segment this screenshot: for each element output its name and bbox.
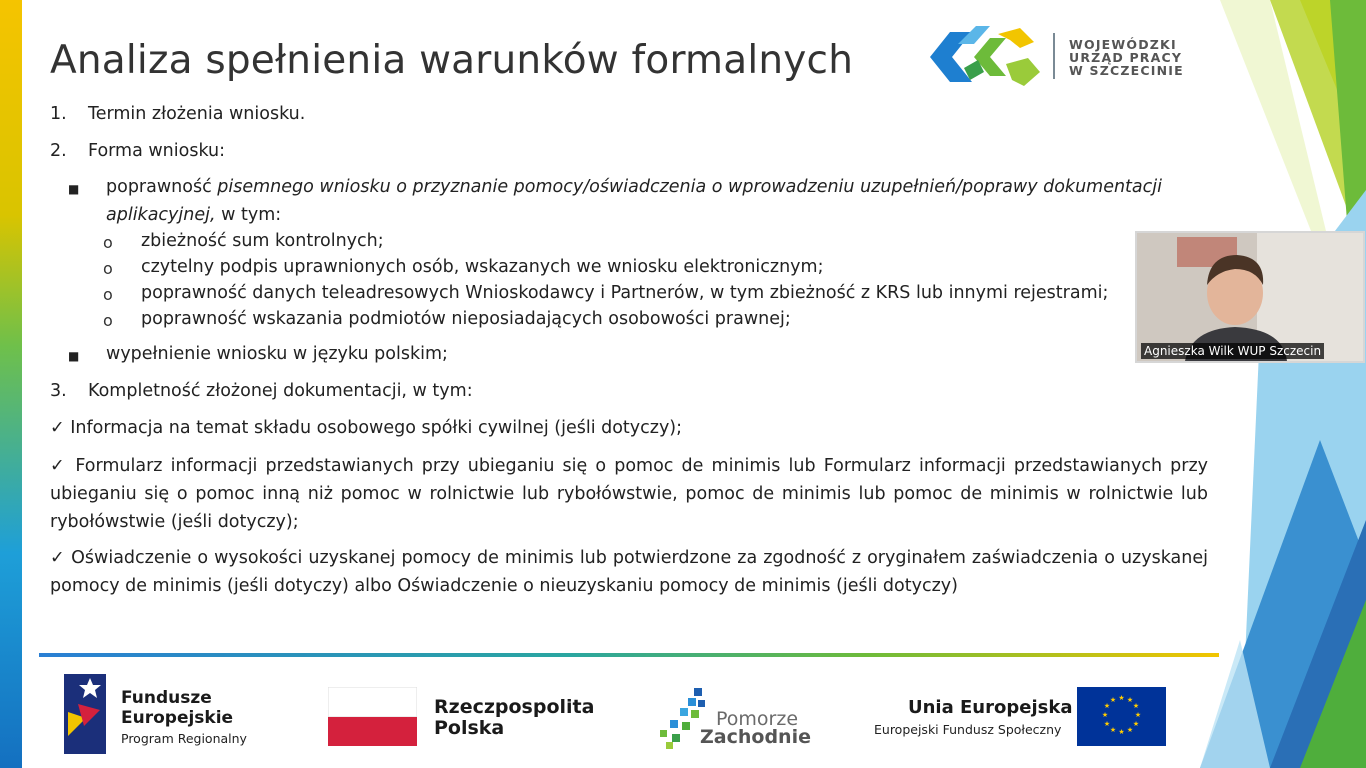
unia-europejska-text: Unia Europejska: [908, 697, 1073, 718]
sub-bullet-2: czytelny podpis uprawnionych osób, wskazanych we wniosku elektronicznym;: [141, 257, 824, 277]
bullet-text-prefix: poprawność: [106, 177, 218, 197]
sub-bullet-4: poprawność wskazania podmiotów nieposiadających osobowości prawnej;: [141, 309, 791, 329]
rzeczpospolita-polska-text: [434, 697, 594, 739]
svg-text:★: ★: [1126, 696, 1134, 704]
rp-line1: Rzeczpospolita: [434, 696, 595, 718]
polish-flag-icon: [328, 687, 417, 746]
svg-text:★: ★: [1132, 702, 1140, 710]
list-item-number: 1.: [50, 104, 67, 124]
circle-bullet-icon: o: [103, 311, 113, 330]
fe-line1: Fundusze: [121, 688, 212, 708]
bullet-text-italic-cont: aplikacyjnej,: [106, 205, 216, 225]
efs-text: Europejski Fundusz Społeczny: [874, 722, 1062, 737]
checklist-item-2: ✓ Formularz informacji przedstawianych przy ubieganiu się o pomoc de minimis lub Formularz informacji przedstawianych przy ubieganiu się o pomoc inną niż pomoc w rolnictwie lub rybołówstwie, pomoc de minimis lub pomoc de minimis w rolnictwie lub rybołówstwie (jeśli dotyczy);: [50, 456, 1208, 532]
list-item-text: Kompletność złożonej dokumentacji, w tym:: [88, 381, 473, 401]
rp-line2: Polska: [434, 717, 505, 739]
wup-logo-line2: URZĄD PRACY: [1069, 50, 1183, 65]
svg-text:★: ★: [1103, 702, 1111, 710]
eu-flag-icon: [1077, 687, 1166, 746]
fundusze-europejskie-logo-icon: [64, 674, 106, 754]
participant-video-feed: [1137, 233, 1363, 361]
svg-text:★: ★: [1126, 726, 1134, 734]
list-item-text: Termin złożenia wniosku.: [88, 104, 306, 124]
left-decorative-strip: [0, 0, 22, 768]
participant-video-tile[interactable]: [1135, 231, 1365, 363]
slide-title: Analiza spełnienia warunków formalnych: [50, 38, 854, 83]
svg-text:★: ★: [1109, 696, 1117, 704]
sub-bullet-1: zbieżność sum kontrolnych;: [141, 231, 384, 251]
svg-text:★: ★: [1134, 711, 1142, 719]
wup-logo-line3: W SZCZECINIE: [1069, 63, 1184, 78]
svg-text:★: ★: [1132, 720, 1140, 728]
pomorze-text: Pomorze: [716, 708, 799, 730]
zachodnie-text: Zachodnie: [700, 726, 811, 748]
svg-text:★: ★: [1118, 728, 1125, 736]
square-bullet-icon: ■: [68, 182, 80, 196]
wup-logo-line1: WOJEWÓDZKI: [1069, 37, 1177, 52]
logo-separator: [1053, 33, 1055, 79]
bullet-form-correctness: [106, 177, 1162, 197]
circle-bullet-icon: o: [103, 259, 113, 278]
bullet-text-suffix: w tym:: [215, 205, 282, 225]
sub-bullet-3: poprawność danych teleadresowych Wnioskodawcy i Partnerów, w tym zbieżność z KRS lub innymi rejestrami;: [141, 283, 1109, 303]
svg-text:★: ★: [1103, 720, 1111, 728]
square-bullet-icon: ■: [68, 349, 80, 363]
svg-text:★: ★: [1109, 726, 1117, 734]
fundusze-europejskie-text: [121, 688, 233, 728]
svg-text:★: ★: [1118, 694, 1125, 702]
checklist-item-1: ✓ Informacja na temat składu osobowego spółki cywilnej (jeśli dotyczy);: [50, 418, 683, 438]
circle-bullet-icon: o: [103, 233, 113, 252]
footer-gradient-line: [39, 653, 1219, 657]
program-regionalny-text: Program Regionalny: [121, 731, 247, 746]
wup-logo-text: [1069, 38, 1184, 77]
right-decorative-triangles: [1200, 0, 1366, 768]
svg-text:★: ★: [1101, 711, 1109, 719]
bullet-form-correctness-cont: [106, 205, 281, 225]
bullet-text-italic: pisemnego wniosku o przyznanie pomocy/oświadczenia o wprowadzeniu uzupełnień/poprawy dokumentacji: [217, 177, 1162, 197]
list-item-1: [50, 104, 305, 124]
bullet-polish-language: wypełnienie wniosku w języku polskim;: [106, 344, 448, 364]
checklist-item-3: ✓ Oświadczenie o wysokości uzyskanej pomocy de minimis lub potwierdzone za zgodność z oryginałem zaświadczenia o uzyskanej pomocy de minimis (jeśli dotyczy) albo Oświadczenie o nieuzyskaniu pomocy de minimis (jeśli dotyczy): [50, 548, 1208, 596]
list-item-number: 2.: [50, 141, 67, 161]
fe-line2: Europejskie: [121, 708, 234, 728]
list-item-number: 3.: [50, 381, 67, 401]
participant-name-label: Agnieszka Wilk WUP Szczecin: [1141, 343, 1324, 359]
list-item-2: [50, 141, 225, 161]
list-item-text: Forma wniosku:: [88, 141, 226, 161]
list-item-3: [50, 381, 473, 401]
circle-bullet-icon: o: [103, 285, 113, 304]
